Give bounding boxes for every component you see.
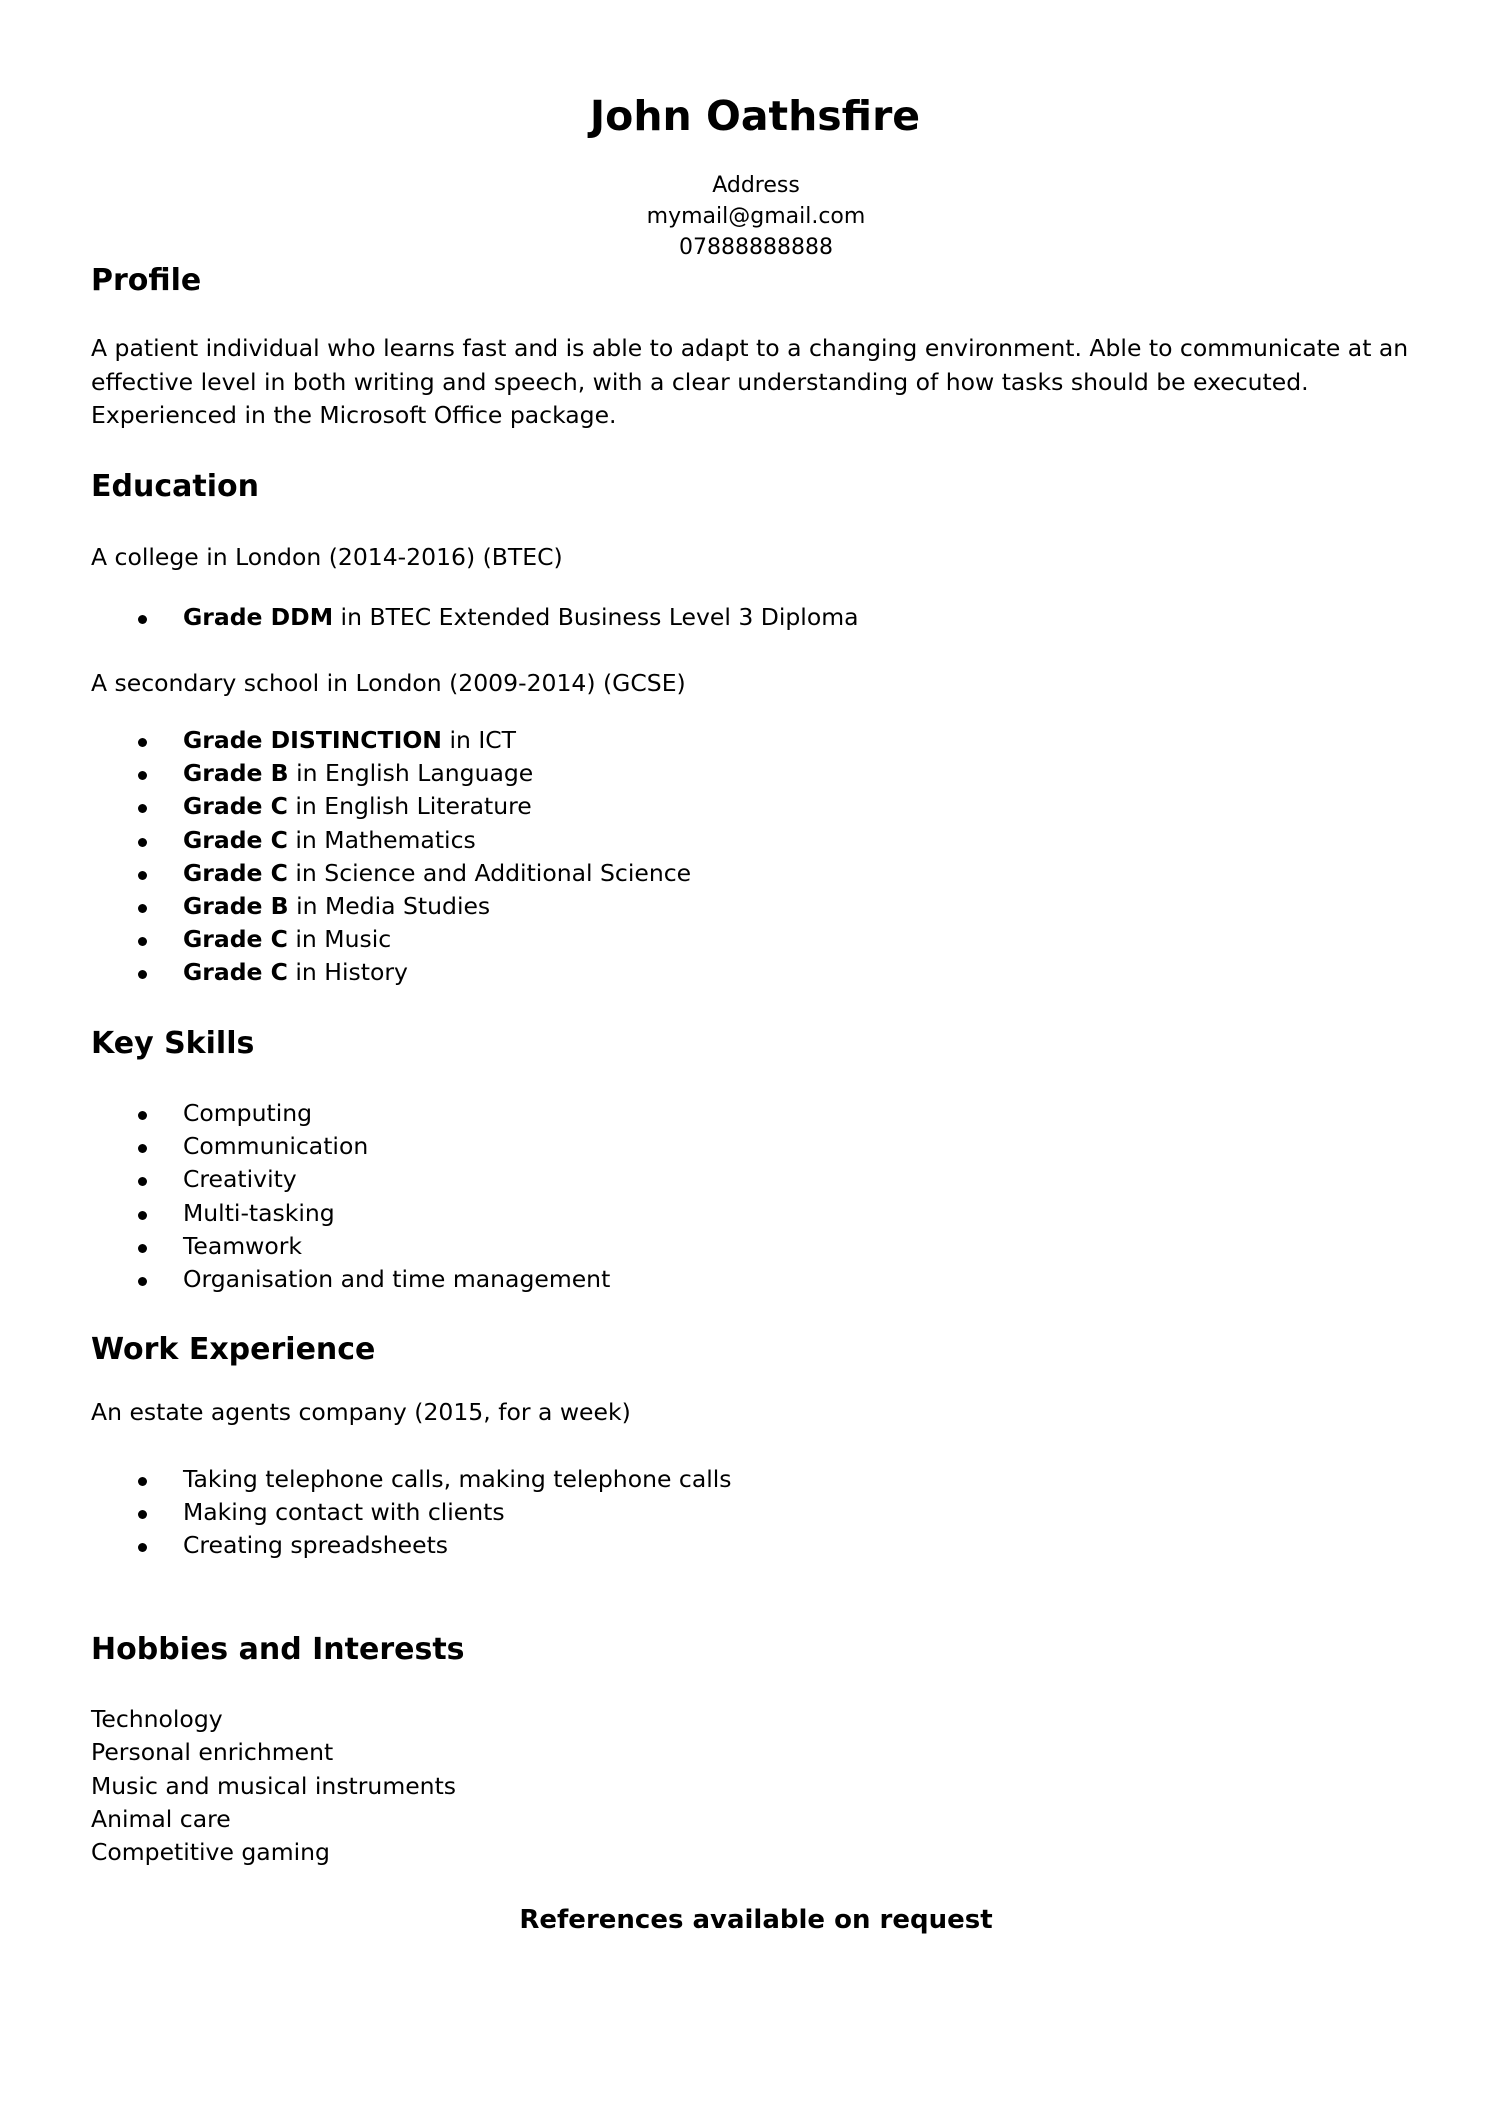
bullet-icon: [138, 871, 147, 880]
bullet-icon: [138, 771, 147, 780]
bullet-icon: [138, 970, 147, 979]
contact-details: [0, 170, 1500, 263]
list-item: Communication: [0, 1130, 610, 1163]
work-experience-heading: Work Experience: [91, 1332, 376, 1367]
subject: in Science and Additional Science: [287, 858, 692, 887]
subject: in English Literature: [287, 792, 532, 821]
list-item: [0, 601, 859, 634]
list-item: Teamwork: [0, 1230, 610, 1263]
grade: Grade B: [183, 892, 289, 921]
key-skills-heading: Key Skills: [91, 1026, 255, 1061]
list-item: Taking telephone calls, making telephone calls: [0, 1463, 732, 1496]
bullet-icon: [138, 738, 147, 747]
list-item: Music and musical instruments: [91, 1771, 457, 1800]
grade: Grade DDM: [183, 603, 334, 631]
grade: Grade C: [183, 925, 288, 954]
list-item: [0, 790, 691, 823]
subject: in ICT: [441, 726, 517, 754]
list-item: Multi-tasking: [0, 1197, 610, 1230]
address: Address: [712, 173, 800, 198]
grade: Grade C: [183, 825, 288, 854]
list-item: Competitive gaming: [91, 1838, 330, 1867]
bullet-icon: [138, 904, 147, 913]
email: mymail@gmail.com: [646, 204, 866, 229]
bullet-icon: [138, 804, 147, 813]
subject: in Media Studies: [288, 892, 491, 921]
hobbies-list: [91, 1703, 456, 1869]
grade: Grade C: [183, 792, 288, 821]
bullet-icon: [138, 1177, 147, 1186]
bullet-icon: [138, 1543, 147, 1552]
hobbies-heading: Hobbies and Interests: [91, 1632, 465, 1667]
bullet-icon: [138, 937, 147, 946]
list-item: Technology: [91, 1705, 223, 1733]
list-item: Personal enrichment: [91, 1738, 334, 1767]
employer: An estate agents company (2015, for a week): [91, 1398, 631, 1426]
grade: Grade DISTINCTION: [183, 726, 442, 754]
list-item: Creating spreadsheets: [0, 1529, 732, 1562]
list-item: Animal care: [91, 1804, 231, 1833]
list-item: [0, 956, 691, 989]
school-grades-list: [0, 724, 691, 990]
key-skills-list: [0, 1097, 610, 1296]
institution-title: A college in London (2014-2016) (BTEC): [91, 543, 563, 571]
list-item: [0, 890, 691, 923]
list-item: [0, 757, 691, 790]
bullet-icon: [138, 1477, 147, 1486]
subject: in Mathematics: [287, 825, 476, 854]
bullet-icon: [138, 1277, 147, 1286]
profile-heading: Profile: [91, 263, 202, 298]
bullet-icon: [138, 615, 147, 624]
education-heading: Education: [91, 469, 259, 504]
list-item: [0, 724, 691, 757]
institution-title: A secondary school in London (2009-2014) (GCSE): [91, 669, 686, 697]
references-note: References available on request: [519, 1905, 993, 1935]
bullet-icon: [138, 1510, 147, 1519]
subject: in History: [287, 958, 408, 987]
grade: Grade C: [183, 958, 288, 987]
grade: Grade B: [183, 759, 289, 788]
bullet-icon: [138, 1244, 147, 1253]
subject: in English Language: [288, 759, 534, 788]
grade: Grade C: [183, 858, 288, 887]
bullet-icon: [138, 1144, 147, 1153]
duties-list: [0, 1463, 732, 1563]
list-item: [0, 857, 691, 890]
list-item: [0, 923, 691, 956]
phone: 07888888888: [679, 235, 833, 260]
list-item: Computing: [0, 1097, 610, 1130]
candidate-name: John Oathsfire: [589, 92, 921, 140]
college-grades-list: [0, 601, 859, 634]
profile-text: A patient individual who learns fast and is able to adapt to a changing environment. Able to communicate at an effective level in both writing and speech, with a clear understanding of how tasks should be executed. Experienced in the Microsoft Office package.: [91, 334, 1409, 429]
subject: in BTEC Extended Business Level 3 Diploma: [333, 603, 859, 631]
list-item: Making contact with clients: [0, 1496, 732, 1529]
list-item: [0, 824, 691, 857]
bullet-icon: [138, 1211, 147, 1220]
bullet-icon: [138, 838, 147, 847]
list-item: Creativity: [0, 1163, 610, 1196]
subject: in Music: [287, 925, 392, 954]
list-item: Organisation and time management: [0, 1263, 610, 1296]
bullet-icon: [138, 1111, 147, 1120]
